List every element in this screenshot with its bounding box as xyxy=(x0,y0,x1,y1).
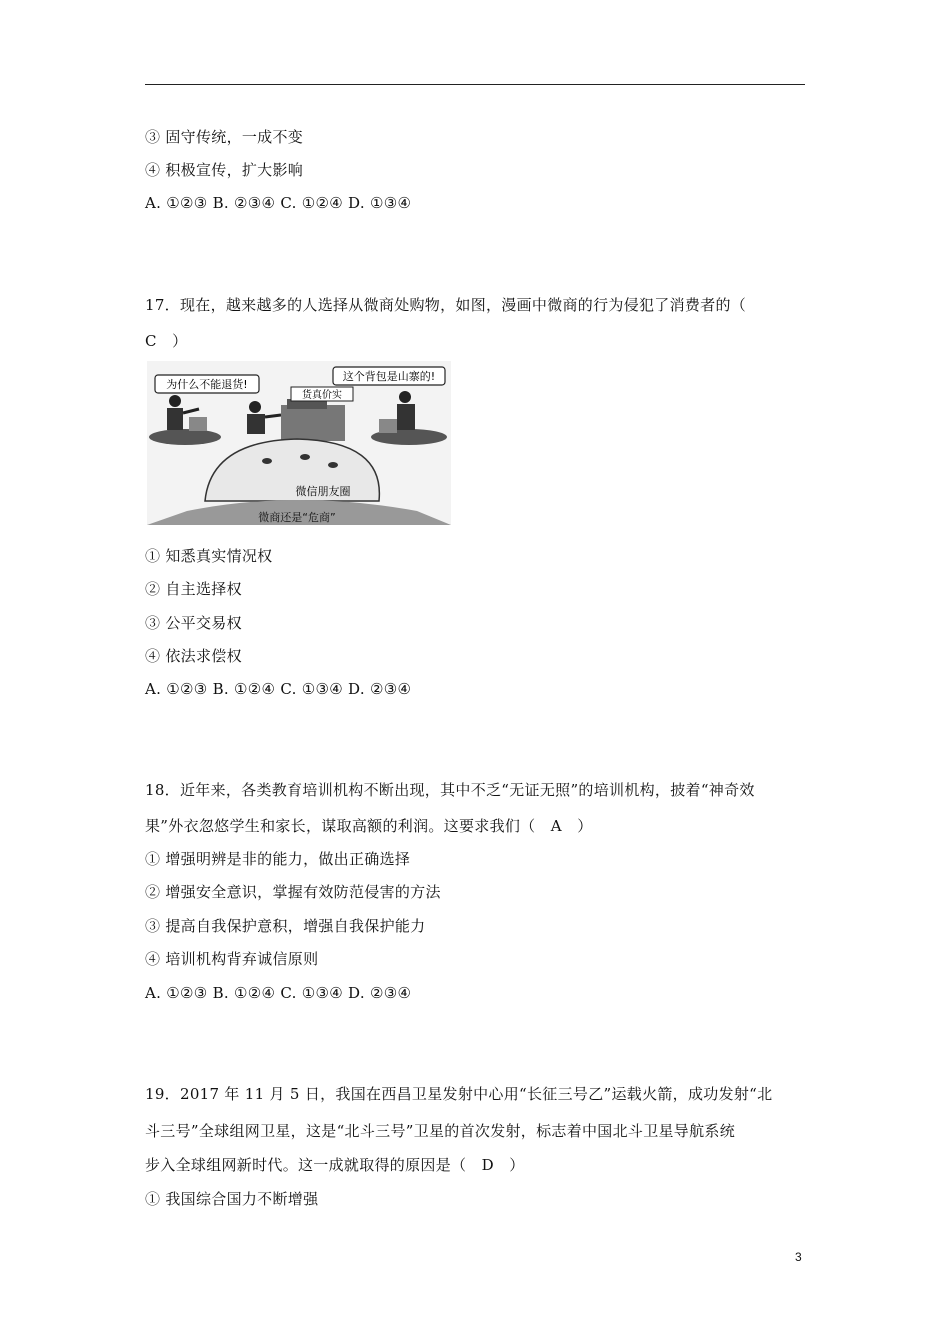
q17-option-2: ② 自主选择权 xyxy=(145,580,242,598)
cartoon-caption: 微商还是“危商” xyxy=(258,511,336,524)
q16-option-3: ③ 固守传统，一成不变 xyxy=(145,128,304,146)
q17-choices: A. ①②③ B. ①②④ C. ①③④ D. ②③④ xyxy=(145,680,412,698)
q16-option-4: ④ 积极宣传，扩大影响 xyxy=(145,161,304,179)
cartoon-sign: 货真价实 xyxy=(302,390,342,401)
q19-stem-line-1: 19．2017 年 11 月 5 日，我国在西昌卫星发射中心用“长征三号乙”运载火箭，成功发射“北 xyxy=(145,1085,773,1103)
q17-option-3: ③ 公平交易权 xyxy=(145,614,242,632)
q19-option-1: ① 我国综合国力不断增强 xyxy=(145,1190,319,1208)
q17-option-1: ① 知悉真实情况权 xyxy=(145,547,273,565)
cartoon-mound-label: 微信朋友圈 xyxy=(295,485,351,498)
q16-choices: A. ①②③ B. ②③④ C. ①②④ D. ①③④ xyxy=(145,194,412,212)
q18-option-3: ③ 提高自我保护意积，增强自我保护能力 xyxy=(145,917,426,935)
q19-stem-line-2: 斗三号”全球组网卫星，这是“北斗三号”卫星的首次发射，标志着中国北斗卫星导航系统 xyxy=(145,1122,736,1140)
q18-option-2: ② 增强安全意识，掌握有效防范侵害的方法 xyxy=(145,883,441,901)
q18-option-1: ① 增强明辨是非的能力，做出正确选择 xyxy=(145,850,411,868)
page-number: 3 xyxy=(795,1250,802,1264)
cartoon-bubble-left: 为什么不能退货! xyxy=(166,378,248,391)
q18-stem-line-1: 18．近年来，各类教育培训机构不断出现，其中不乏“无证无照”的培训机构，披着“神奇效 xyxy=(145,781,755,799)
q17-stem-line-2: C ） xyxy=(145,332,188,350)
q17-cartoon-image xyxy=(147,361,451,525)
q17-option-4: ④ 依法求偿权 xyxy=(145,647,242,665)
q17-stem-line-1: 17．现在，越来越多的人选择从微商处购物，如图，漫画中微商的行为侵犯了消费者的（ xyxy=(145,296,747,314)
q19-stem-line-3: 步入全球组网新时代。这一成就取得的原因是（ D ） xyxy=(145,1156,525,1174)
q18-option-4: ④ 培训机构背弃诚信原则 xyxy=(145,950,319,968)
q18-stem-line-2: 果”外衣忽悠学生和家长，谋取高额的利润。这要求我们（ A ） xyxy=(145,817,593,835)
cartoon-bubble-right: 这个背包是山寨的! xyxy=(342,370,436,383)
q18-choices: A. ①②③ B. ①②④ C. ①③④ D. ②③④ xyxy=(145,984,412,1002)
header-rule xyxy=(145,84,805,85)
